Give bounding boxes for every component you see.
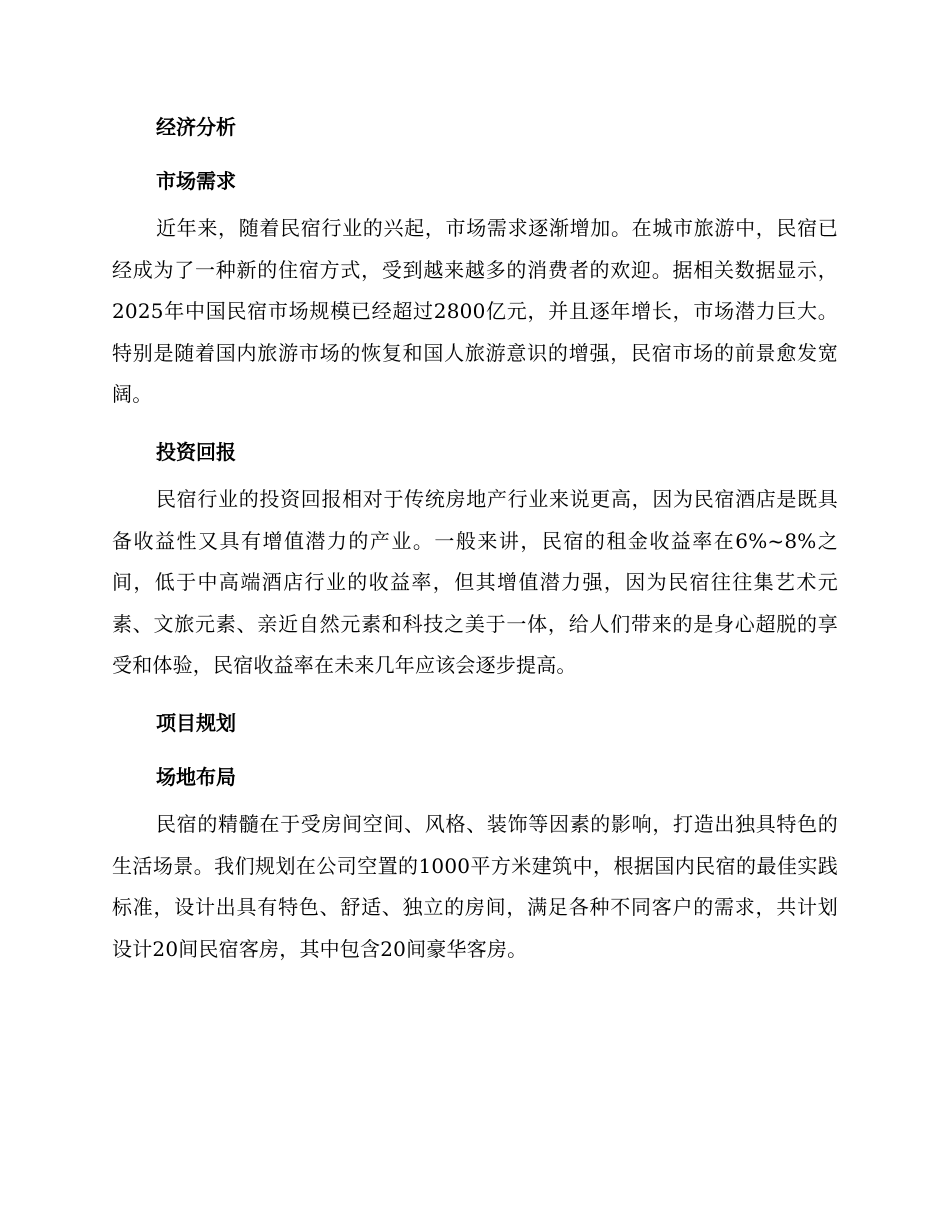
subsection-heading-site-layout: 场地布局 [156, 764, 236, 789]
document-body [112, 109, 838, 970]
section-heading-project-planning: 项目规划 [156, 710, 236, 735]
subsection-heading-market-demand: 市场需求 [156, 169, 236, 193]
paragraph-site-layout: 民宿的精髓在于受房间空间、风格、装饰等因素的影响，打造出独具特色的生活场景。我们规划在公司空置的1000平方米建筑中，根据国内民宿的最佳实践标准，设计出具有特色、舒适、独立的房间，满足各种不同客户的需求，共计划设计20间民宿客房，其中包含20间豪华客房。 [112, 811, 838, 961]
section-heading-economic-analysis: 经济分析 [156, 115, 236, 139]
paragraph-investment-return: 民宿行业的投资回报相对于传统房地产行业来说更高，因为民宿酒店是既具备收益性又具有增值潜力的产业。一般来讲，民宿的租金收益率在6%~8%之间，低于中高端酒店行业的收益率，但其增值潜力强，因为民宿往往集艺术元素、文旅元素、亲近自然元素和科技之美于一体，给人们带来的是身心超脱的享受和体验，民宿收益率在未来几年应该会逐步提高。 [112, 486, 838, 678]
subsection-heading-investment-return: 投资回报 [156, 439, 236, 464]
paragraph-market-demand: 近年来，随着民宿行业的兴起，市场需求逐渐增加。在城市旅游中，民宿已经成为了一种新的住宿方式，受到越来越多的消费者的欢迎。据相关数据显示，2025年中国民宿市场规模已经超过2800亿元，并且逐年增长，市场潜力巨大。特别是随着国内旅游市场的恢复和国人旅游意识的增强，民宿市场的前景愈发宽阔。 [112, 216, 838, 407]
